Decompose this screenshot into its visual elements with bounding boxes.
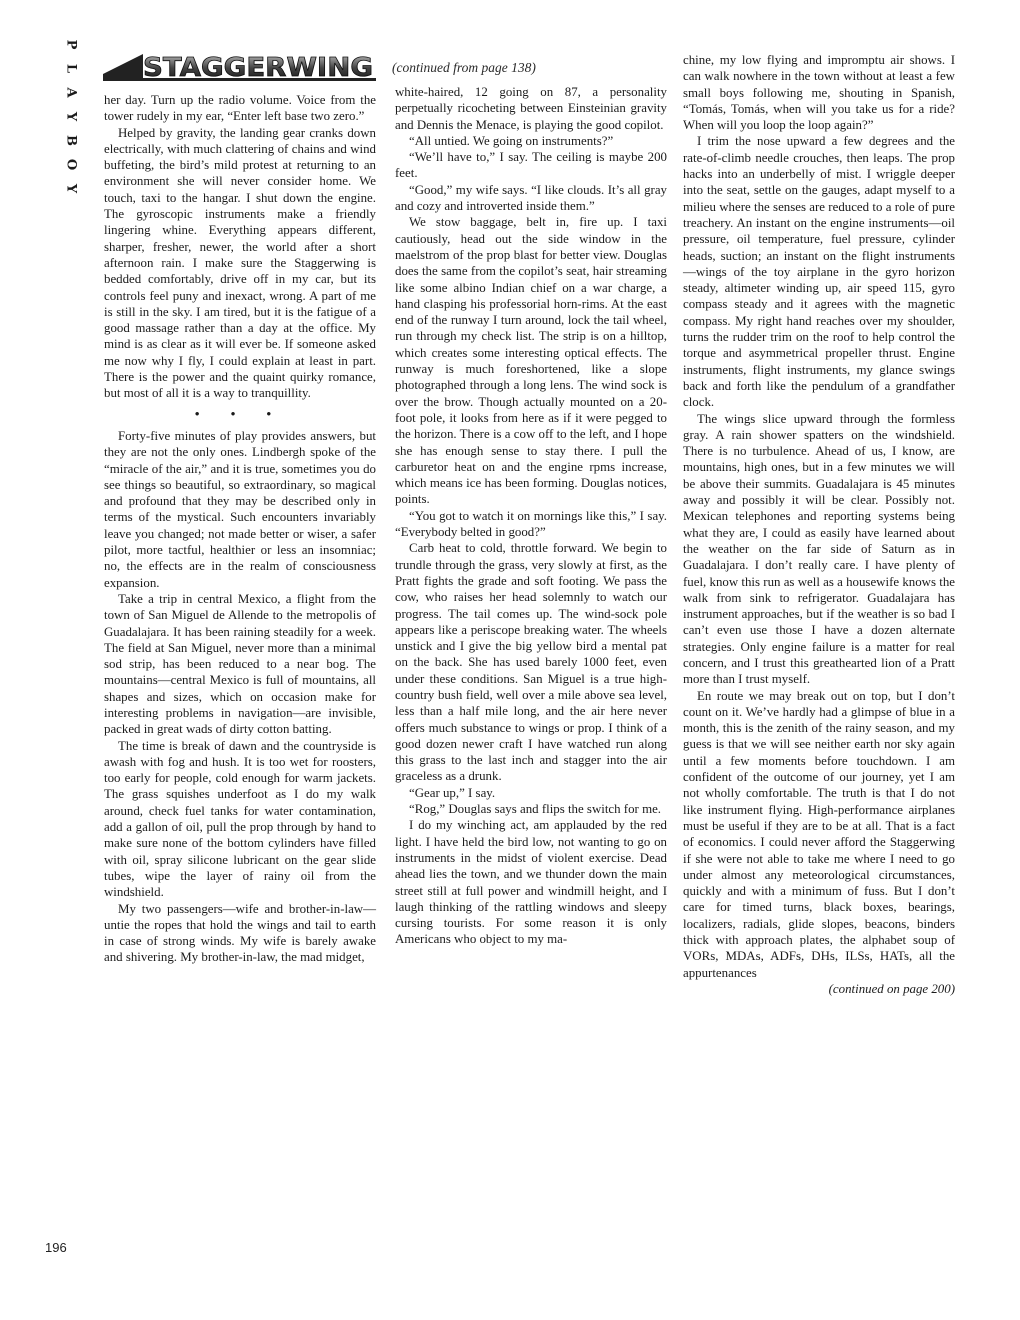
paragraph: I do my winching act, am applauded by the red light. I have held the bird low, not wanting to go on instruments in the midst of violent exercise. Dead ahead lies the town, and we thunder down the main street still at full power and windmill height, and I laugh thinking of the rattling windows and sleepy cursing tourists. For some reason it is only Americans who object to my ma- <box>395 818 667 947</box>
paragraph: “All untied. We going on instruments?” <box>409 133 614 148</box>
paragraph: chine, my low flying and impromptu air shows. I can walk nowhere in the town without at least a few small boys following me, shouting in Spanish, “Tomás, Tomás, when will you take us for a ride? When will you loop the loop again?” <box>683 53 955 133</box>
paragraph: Forty-five minutes of play provides answers, but they are not the only ones. Lindbergh spoke of the “miracle of the air,” and it is true, sometimes you do see things so beautiful, so extraordinary, so magical and profound that they may be described only in terms of the mystical. Such encounters invariably leave you changed; not made better or wiser, a safer pilot, more tactful, healthier or less an insomniac; no, the effects are in the realm of consciousness expansion. <box>104 428 376 590</box>
paragraph: “We’ll have to,” I say. The ceiling is maybe 200 feet. <box>395 150 667 181</box>
paragraph: white-haired, 12 going on 87, a personality perpetually ricocheting between Einsteinian gravity and Dennis the Menace, is playing the good copilot. <box>395 85 667 132</box>
logo-text: STAGGERWING <box>143 53 373 83</box>
staggerwing-logo-graphic <box>103 50 376 84</box>
masthead-letter: B <box>63 135 79 146</box>
paragraph: Helped by gravity, the landing gear cranks down electrically, with much clattering of chains and wind buffeting, the bird’s mild protest at returning to an environment she will never consider home. We touch, taxi to the hangar. I shut down the engine. The gyroscopic instruments make a friendly lingering whine. Everything appears different, sharper, fresher, newer, the world after a short afternoon rain. I make sure the Staggerwing is bedded comfortably, drive off in my car, but its controls feel puny and inexact, wrong. A part of me is still in the sky. I am tired, but it is the fatigue of a good massage rather than a day at the office. My mind is as clear as it will ever be. If someone asked me now why I fly, I could explain at least in part. There is the power and the quaint quirky romance, but most of all it is a way to tranquillity. <box>104 125 376 401</box>
paragraph: We stow baggage, belt in, fire up. I taxi cautiously, head out the side window in the maelstrom of the prop blast for better view. Douglas does the same from the copilot’s seat, hair streaming like some albino Indian chief on a war charge, a hand clasping his professorial horn-rims. At the east end of the runway I turn around, lock the tail wheel, run through my check list. The strip is on a hilltop, which creates some interesting optical effects. The runway is much foreshortened, like a slope photographed through a long lens. The wind sock is over the brow. Though actually mounted on a 20-foot pole, it looks from here as if it were pegged to the horizon. There is a cow off to the left, and I hope she has enough sense to stay there. I pull the carburetor heat on and the engine rpms increase, which means ice has been forming. Douglas notices, points. <box>395 215 667 507</box>
continued-from-note: (continued from page 138) <box>392 60 536 75</box>
paragraph: Carb heat to cold, throttle forward. We begin to trundle through the grass, very slowly at first, as the Pratt fights the grade and soft footing. We pass the cow, who raises her head solemnly to watch our progress. The tail comes up. The wind-sock pole appears like a periscope breaking water. The wheels unstick and I give the big yellow bird a mental pat on the back. She has used barely 1000 feet, even under these conditions. San Miguel is a true high-country bush field, well over a mile above sea level, less than a half mile long, and the air here never offers much substance to wings or prop. I think of a good dozen newer craft I have watched run along this grass to the last inch and stagger into the air graceless as a drunk. <box>395 541 667 784</box>
paragraph: “You got to watch it on mornings like this,” I say. “Everybody belted in good?” <box>395 508 667 540</box>
masthead-letter: A <box>63 87 79 98</box>
paragraph: En route we may break out on top, but I don’t count on it. We’ve hardly had a glimpse of blue in a month, this is the zenith of the rainy season, and my guess is that we will see neither earth nor sky again until a few moments before touchdown. I am confident of the outcome of our journey, yet I am not wholly comfortable. The truth is that I do not like instrument flying. High-performance airplanes must be useful if they are to be at all. That is a fact of economics. I could never afford the Staggerwing if she were not able to take me where I need to go under almost any meteorological circumstances, quickly and with a minimum of fuss. But I don’t care for timed turns, black boxes, bearings, localizers, radials, glide slopes, beacons, binders thick with approach plates, the alphabet soup of VORs, MDAs, ADFs, DHs, ILSs, HATs, all the appurtenances <box>683 688 955 980</box>
section-break: • • • <box>194 405 286 421</box>
masthead-letter: O <box>63 158 79 171</box>
text-column-2 <box>395 84 667 948</box>
masthead-letter: Y <box>63 111 79 122</box>
paragraph: “Gear up,” I say. <box>409 785 496 800</box>
text-column-1 <box>104 92 376 966</box>
staggerwing-logo <box>103 50 376 84</box>
paragraph: The time is break of dawn and the countryside is awash with fog and hush. It is too wet for roosters, too early for people, cold enough for warm jackets. The grass squishes underfoot as I do my walk around, check fuel tanks for water contamination, add a gallon of oil, pull the prop through by hand to make sure none of the bottom cylinders have filled with oil, spray silicone lubricant on the gear slide tubes, wipe the layer of rainy oil from the windshield. <box>104 738 376 900</box>
paragraph: Take a trip in central Mexico, a flight from the town of San Miguel de Allende to the metropolis of Guadalajara. It has been raining steadily for a week. The field at San Miguel, never more than a minimal sod strip, has been reduced to a near bog. The mountains—central Mexico is full of mountains, all shapes and sizes, which on occasion make for interesting problems in navigation—are invisible, packed in great wads of dirty cotton batting. <box>104 591 376 737</box>
masthead-letter: L <box>63 63 79 74</box>
magazine-name-vertical <box>60 38 82 206</box>
paragraph: My two passengers—wife and brother-in-law—untie the ropes that hold the wings and tail to earth in case of strong winds. My wife is barely awake and shivering. My brother-in-law, the mad midget, <box>104 901 376 965</box>
paragraph: “Rog,” Douglas says and flips the switch for me. <box>409 802 662 817</box>
continued-on-note: (continued on page 200) <box>828 981 955 996</box>
page-number: 196 <box>45 1240 67 1255</box>
masthead-letter: P <box>63 39 79 50</box>
paragraph: her day. Turn up the radio volume. Voice from the tower rudely in my ear, “Enter left base two zero.” <box>104 93 376 124</box>
paragraph: The wings slice upward through the formless gray. A rain shower spatters on the windshield. There is no turbulence. Ahead of us, I know, are mountains, high ones, but in a few minutes we will be above their summits. Guadalajara is 45 minutes away and possibly it will be clear. Possibly not. Mexican telephones and reporting systems being what they are, I could as easily have learned about the weather on the far side of Saturn as in Guadalajara. I don’t really care. I have plenty of fuel, know this run as well as a housewife knows the walk from sink to refrigerator. Guadalajara has instrument approaches, but if the weather is so bad I can’t even use those I have a dozen alternate strategies. Only engine failure is a matter for real concern, and I trust this greathearted lion of a Pratt more than I trust myself. <box>683 411 955 687</box>
text-column-3 <box>683 52 955 997</box>
paragraph: I trim the nose upward a few degrees and the rate-of-climb needle crouches, then leaps. The prop hacks into an underbelly of mist. I wriggle deeper into the seat, settle on the gauges, adapt myself to a milieu where the senses are reduced to a role of pure treachery. An instant on the engine instruments—oil pressure, oil temperature, fuel pressure, cylinder heads, suction; an instant on the flight instruments—wings of the toy airplane in the gyro horizon steady, altimeter winding up, air speed 115, gyro compass steady and it agrees with the magnetic compass. My right hand reaches over my shoulder, turns the rudder trim on the roof to help control the torque and asymmetrical propeller thrust. Engine instruments, flight instruments, my glance swings back and forth like the pendulum of a grandfather clock. <box>683 134 955 410</box>
masthead-letter: Y <box>63 183 79 194</box>
paragraph: “Good,” my wife says. “I like clouds. It’s all gray and cozy and introverted inside them.” <box>395 182 667 214</box>
